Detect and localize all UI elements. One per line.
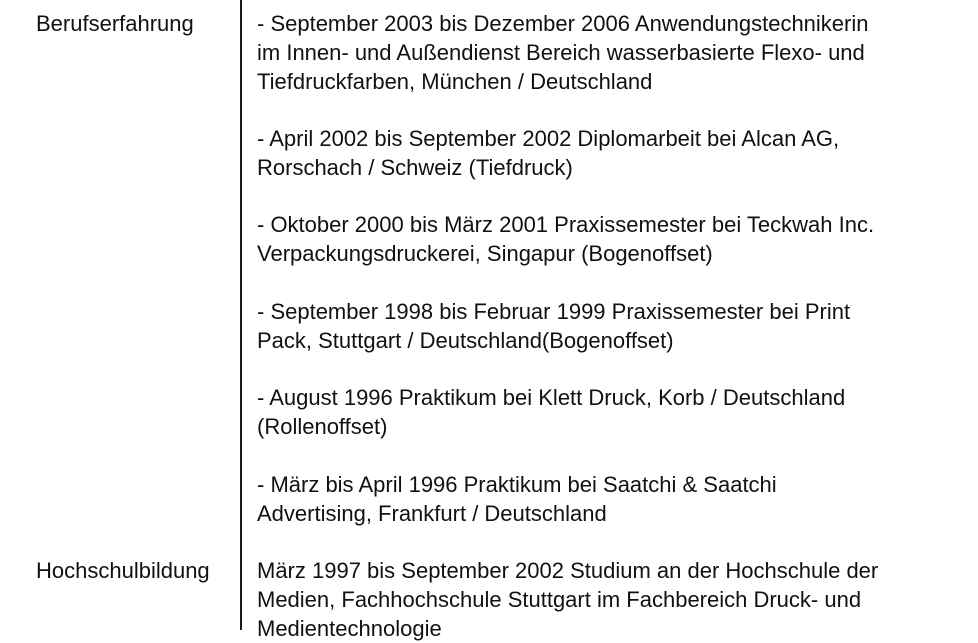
entry-line: Rorschach / Schweiz (Tiefdruck): [257, 155, 573, 180]
entry-line: - April 2002 bis September 2002 Diplomarbeit bei Alcan AG,: [257, 126, 840, 151]
entry-line: - September 2003 bis Dezember 2006 Anwendungstechnikerin: [257, 11, 869, 36]
experience-entry: [257, 297, 972, 355]
entry-line: Verpackungsdruckerei, Singapur (Bogenoffset): [257, 241, 713, 266]
entry-line: (Rollenoffset): [257, 414, 388, 439]
entry-line: - Oktober 2000 bis März 2001 Praxissemester bei Teckwah Inc.: [257, 212, 875, 237]
entry-line: Medientechnologie: [257, 616, 442, 641]
entry-line: - August 1996 Praktikum bei Klett Druck, Korb / Deutschland: [257, 385, 846, 410]
section-label-hochschulbildung: Hochschulbildung: [36, 558, 210, 583]
entry-line: - März bis April 1996 Praktikum bei Saatchi & Saatchi: [257, 472, 777, 497]
entry-line: Medien, Fachhochschule Stuttgart im Fachbereich Druck- und: [257, 587, 862, 612]
entry-line: Tiefdruckfarben, München / Deutschland: [257, 69, 653, 94]
entry-line: März 1997 bis September 2002 Studium an der Hochschule der: [257, 558, 879, 583]
entry-line: im Innen- und Außendienst Bereich wasserbasierte Flexo- und: [257, 40, 865, 65]
entry-line: Advertising, Frankfurt / Deutschland: [257, 501, 607, 526]
experience-entry: [257, 210, 972, 268]
entry-line: Pack, Stuttgart / Deutschland(Bogenoffset): [257, 328, 674, 353]
experience-entry: [257, 124, 972, 182]
entry-line: - September 1998 bis Februar 1999 Praxissemester bei Print: [257, 299, 851, 324]
column-divider: [240, 0, 242, 630]
section-label-berufserfahrung: Berufserfahrung: [36, 11, 194, 36]
experience-entry: [257, 470, 972, 528]
experience-entry: [257, 9, 972, 96]
experience-entry: [257, 383, 972, 441]
